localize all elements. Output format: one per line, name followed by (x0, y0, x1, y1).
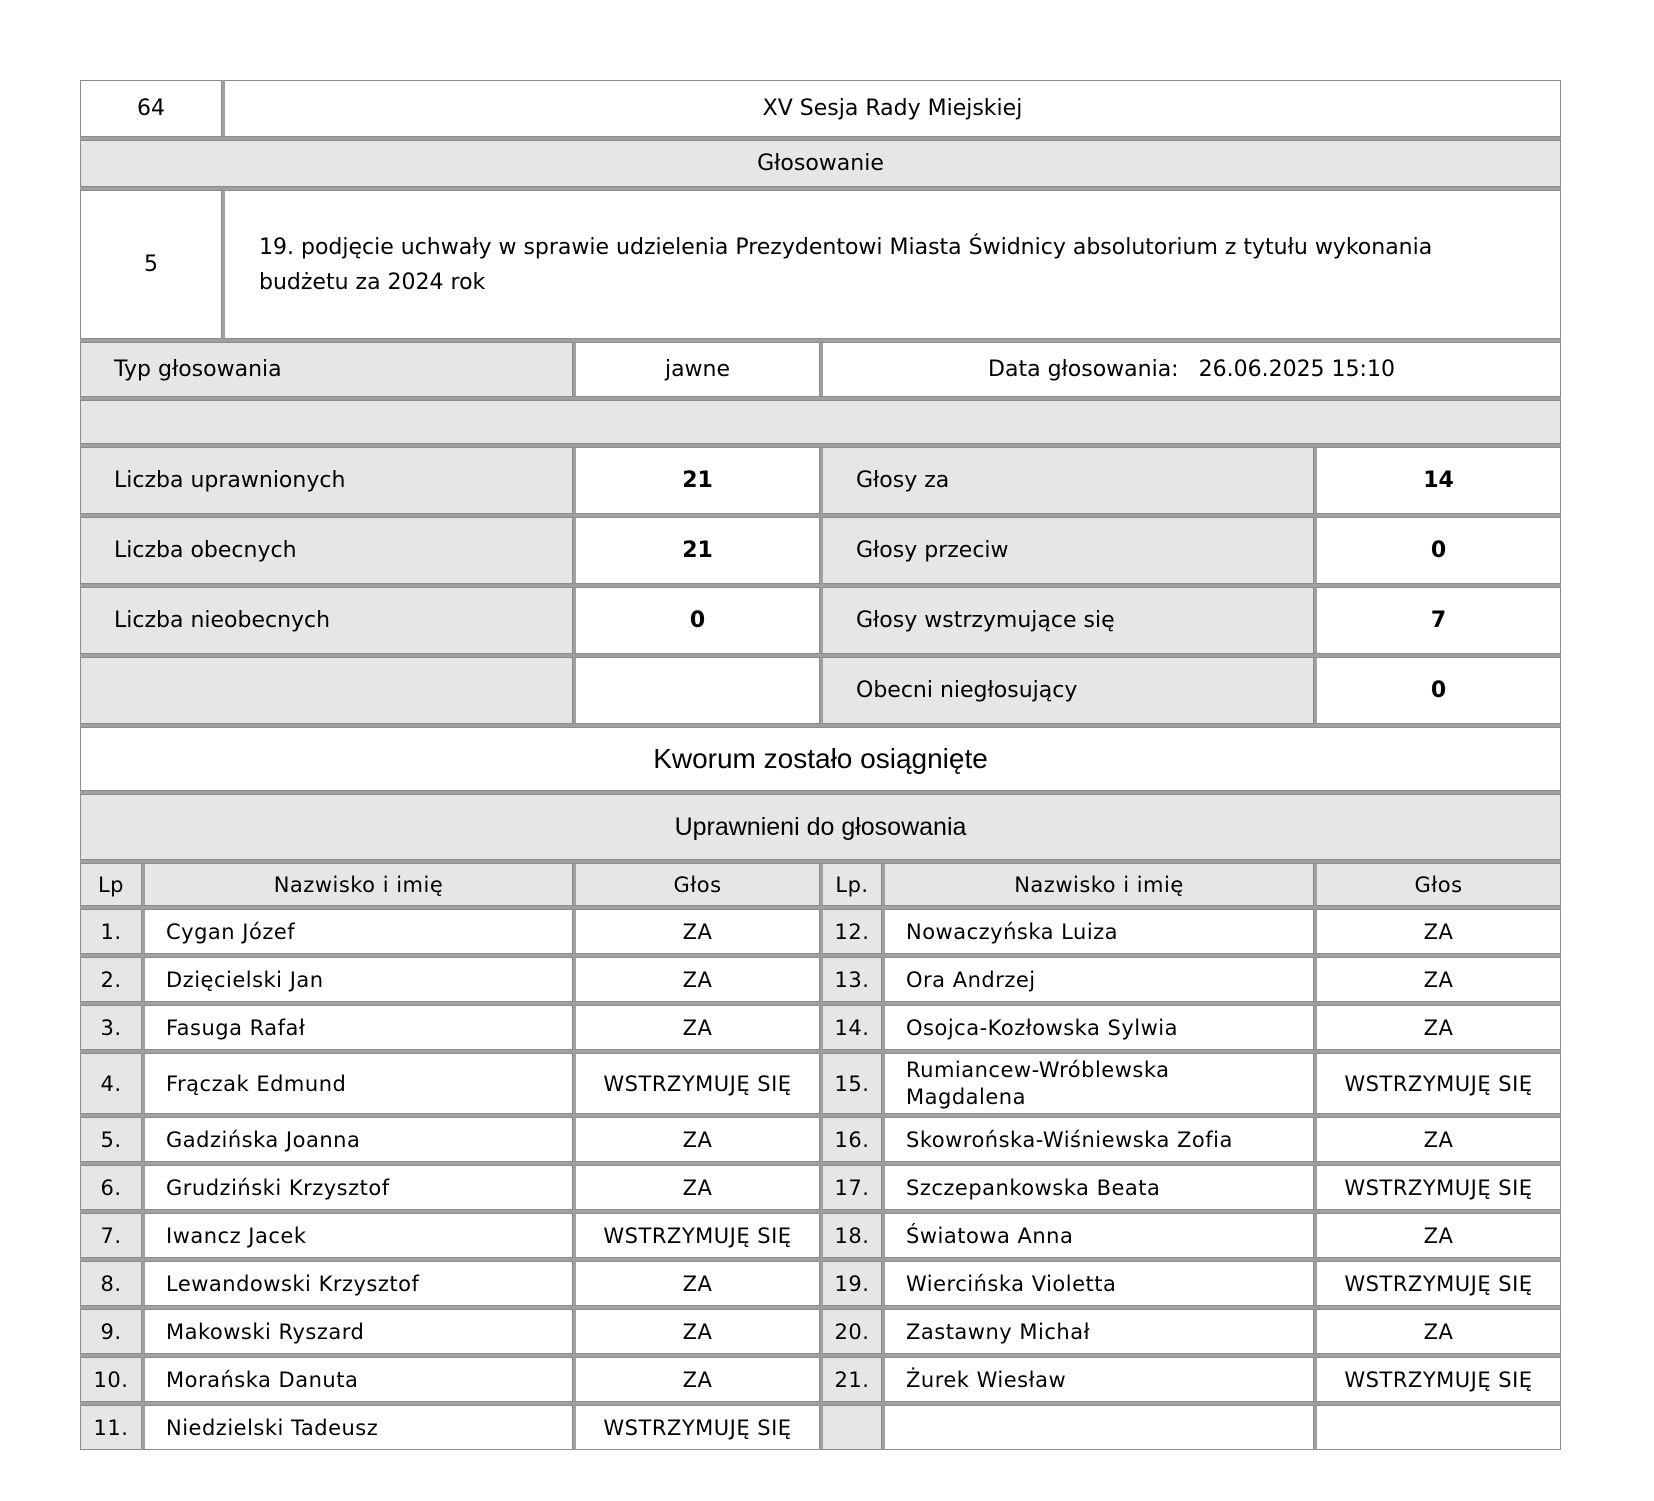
table-row (80, 906, 1561, 954)
voter-vote: WSTRZYMUJĘ SIĘ (1314, 1261, 1561, 1306)
table-row (80, 1306, 1561, 1354)
voters-table-header (80, 860, 1561, 906)
col-header-vote: Głos (573, 863, 820, 906)
spacer-band (80, 397, 1561, 444)
voter-vote: ZA (573, 1309, 820, 1354)
table-row (80, 1210, 1561, 1258)
voter-vote: WSTRZYMUJĘ SIĘ (1314, 1357, 1561, 1402)
eligible-header (80, 791, 1561, 860)
stat-label-abstain: Głosy wstrzymujące się (820, 587, 1314, 654)
stat-label-empty (80, 657, 573, 724)
voter-lp: 17. (820, 1165, 882, 1210)
stat-value-not-voting: 0 (1314, 657, 1561, 724)
voter-vote: WSTRZYMUJĘ SIĘ (573, 1405, 820, 1450)
voter-lp: 13. (820, 957, 882, 1002)
voter-lp: 19. (820, 1261, 882, 1306)
voter-name: Cygan Józef (142, 909, 573, 954)
voter-lp: 8. (80, 1261, 142, 1306)
voter-name: Szczepankowska Beata (882, 1165, 1314, 1210)
voter-name: Rumiancew-Wróblewska Magdalena (882, 1053, 1314, 1114)
voter-name: Grudziński Krzysztof (142, 1165, 573, 1210)
table-row (80, 1050, 1561, 1114)
stat-label-not-voting: Obecni niegłosujący (820, 657, 1314, 724)
voter-name: Fasuga Rafał (142, 1005, 573, 1050)
voter-name: Makowski Ryszard (142, 1309, 573, 1354)
voter-name: Światowa Anna (882, 1213, 1314, 1258)
voter-vote: ZA (1314, 1005, 1561, 1050)
voter-name: Lewandowski Krzysztof (142, 1261, 573, 1306)
voter-vote: ZA (573, 1165, 820, 1210)
stat-value-absent: 0 (573, 587, 820, 654)
voter-lp: 1. (80, 909, 142, 954)
stats-row (80, 654, 1561, 724)
voter-name: Gadzińska Joanna (142, 1117, 573, 1162)
voter-lp (820, 1405, 882, 1450)
section-title: Głosowanie (80, 140, 1561, 187)
voters-table-body (80, 906, 1561, 1450)
quorum-status: Kworum zostało osiągnięte (80, 727, 1561, 791)
voter-lp: 20. (820, 1309, 882, 1354)
stat-value-abstain: 7 (1314, 587, 1561, 654)
voter-lp: 14. (820, 1005, 882, 1050)
table-row (80, 1354, 1561, 1402)
voter-vote: ZA (573, 1117, 820, 1162)
voter-lp: 9. (80, 1309, 142, 1354)
voter-name: Wiercińska Violetta (882, 1261, 1314, 1306)
voter-lp: 18. (820, 1213, 882, 1258)
stats-row (80, 514, 1561, 584)
stats-row (80, 444, 1561, 514)
voter-name: Nowaczyńska Luiza (882, 909, 1314, 954)
stat-value-present: 21 (573, 517, 820, 584)
voter-vote: ZA (1314, 1309, 1561, 1354)
voter-vote: WSTRZYMUJĘ SIĘ (573, 1053, 820, 1114)
table-row (80, 1162, 1561, 1210)
voter-name: Frączak Edmund (142, 1053, 573, 1114)
voter-vote: WSTRZYMUJĘ SIĘ (573, 1213, 820, 1258)
agenda-item (80, 187, 1561, 339)
col-header-name-right: Nazwisko i imię (882, 863, 1314, 906)
voter-vote: ZA (573, 1005, 820, 1050)
voter-vote: WSTRZYMUJĘ SIĘ (1314, 1053, 1561, 1114)
voter-vote: ZA (1314, 1117, 1561, 1162)
col-header-lp-right: Lp. (820, 863, 882, 906)
table-row (80, 1402, 1561, 1450)
voter-lp: 7. (80, 1213, 142, 1258)
voter-lp: 12. (820, 909, 882, 954)
voter-lp: 15. (820, 1053, 882, 1114)
stat-label-for: Głosy za (820, 447, 1314, 514)
stat-value-eligible: 21 (573, 447, 820, 514)
col-header-name: Nazwisko i imię (142, 863, 573, 906)
voter-lp: 10. (80, 1357, 142, 1402)
voting-document (80, 80, 1561, 1450)
col-header-lp: Lp (80, 863, 142, 906)
voter-name: Ora Andrzej (882, 957, 1314, 1002)
col-header-vote-right: Głos (1314, 863, 1561, 906)
voter-name: Żurek Wiesław (882, 1357, 1314, 1402)
table-row (80, 954, 1561, 1002)
voter-vote: ZA (573, 909, 820, 954)
voter-vote: ZA (573, 1261, 820, 1306)
voter-name (882, 1405, 1314, 1450)
voter-vote: ZA (1314, 909, 1561, 954)
vote-date-value: 26.06.2025 15:10 (1198, 357, 1395, 382)
voter-lp: 21. (820, 1357, 882, 1402)
voter-lp: 3. (80, 1005, 142, 1050)
voter-vote: WSTRZYMUJĘ SIĘ (1314, 1165, 1561, 1210)
eligible-title: Uprawnieni do głosowania (80, 794, 1561, 860)
voter-name: Dzięcielski Jan (142, 957, 573, 1002)
voter-vote: ZA (1314, 1213, 1561, 1258)
vote-date (820, 342, 1561, 397)
item-number: 5 (80, 190, 222, 339)
session-header (80, 80, 1561, 137)
stat-label-against: Głosy przeciw (820, 517, 1314, 584)
vote-type-label: Typ głosowania (80, 342, 573, 397)
voter-lp: 5. (80, 1117, 142, 1162)
table-row (80, 1258, 1561, 1306)
table-row (80, 1002, 1561, 1050)
voter-lp: 11. (80, 1405, 142, 1450)
stats-row (80, 584, 1561, 654)
voter-lp: 16. (820, 1117, 882, 1162)
voter-vote (1314, 1405, 1561, 1450)
vote-date-label: Data głosowania: (988, 357, 1179, 382)
voter-name: Zastawny Michał (882, 1309, 1314, 1354)
session-number: 64 (80, 80, 222, 137)
voter-name: Iwancz Jacek (142, 1213, 573, 1258)
voter-name: Niedzielski Tadeusz (142, 1405, 573, 1450)
stat-value-against: 0 (1314, 517, 1561, 584)
section-header (80, 137, 1561, 187)
voter-lp: 6. (80, 1165, 142, 1210)
stat-label-absent: Liczba nieobecnych (80, 587, 573, 654)
vote-type-value: jawne (573, 342, 820, 397)
session-title: XV Sesja Rady Miejskiej (222, 80, 1561, 137)
stat-value-for: 14 (1314, 447, 1561, 514)
vote-info-row (80, 339, 1561, 397)
voter-lp: 4. (80, 1053, 142, 1114)
voter-name: Morańska Danuta (142, 1357, 573, 1402)
voter-vote: ZA (573, 957, 820, 1002)
stat-value-empty (573, 657, 820, 724)
voter-vote: ZA (573, 1357, 820, 1402)
quorum-row (80, 724, 1561, 791)
table-row (80, 1114, 1561, 1162)
item-title: 19. podjęcie uchwały w sprawie udzielenia Prezydentowi Miasta Świdnicy absolutorium z tytułu wykonania budżetu za 2024 rok (222, 190, 1561, 339)
voter-vote: ZA (1314, 957, 1561, 1002)
voter-name: Skowrońska-Wiśniewska Zofia (882, 1117, 1314, 1162)
voter-lp: 2. (80, 957, 142, 1002)
stat-label-present: Liczba obecnych (80, 517, 573, 584)
stat-label-eligible: Liczba uprawnionych (80, 447, 573, 514)
voter-name: Osojca-Kozłowska Sylwia (882, 1005, 1314, 1050)
